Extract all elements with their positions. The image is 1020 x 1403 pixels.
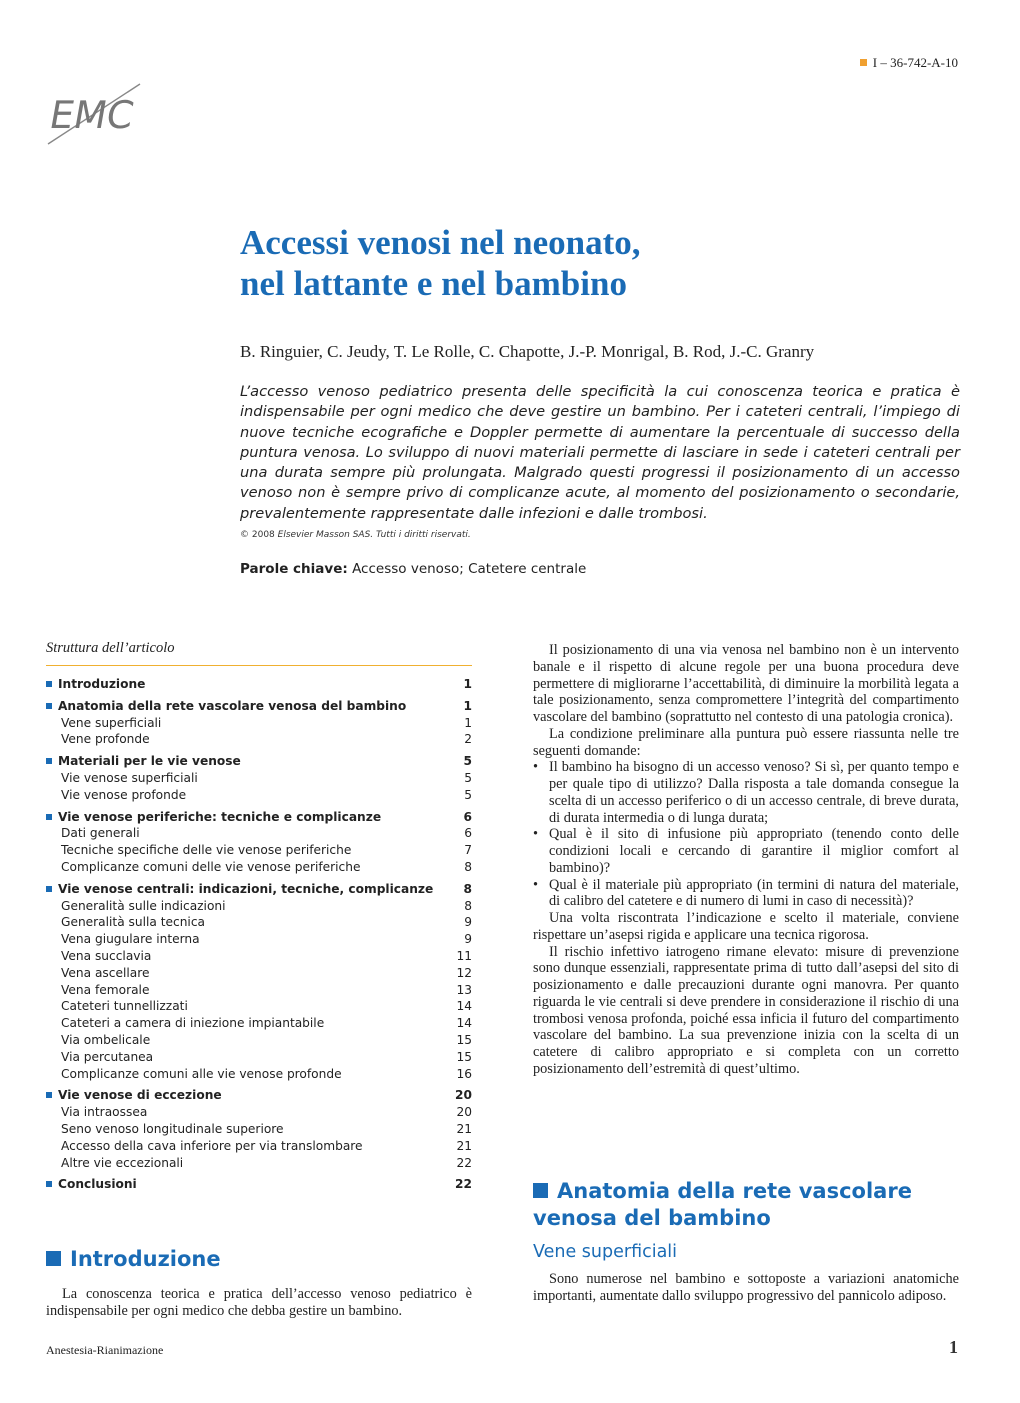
toc-item-label: Anatomia della rete vascolare venosa del bambino [46,698,406,715]
toc-item-page: 6 [463,809,472,824]
toc-item-page: 11 [456,948,472,963]
toc-item[interactable] [46,1138,472,1155]
section-square-icon [533,1183,548,1198]
toc-item-label: Vena succlavia [61,948,152,963]
toc-item-label: Vena giugulare interna [61,932,200,947]
toc-item-page: 21 [456,1121,472,1136]
toc-item-page: 12 [456,965,472,980]
emc-logo [44,70,144,148]
toc-item[interactable] [46,770,472,787]
toc-item[interactable] [46,998,472,1015]
toc-item-label: Cateteri a camera di iniezione impiantabile [61,1016,325,1031]
toc-item-page: 9 [464,932,472,947]
toc-item-label: Vene superficiali [61,715,162,730]
list-item: • Il bambino ha bisogno di un accesso venoso? Si sì, per quanto tempo e per quale tipo di utilizzo? Dalla risposta a tale domanda consegue la scelta di un accesso periferico o di un accesso centrale, di breve durata, di durata intermedia o di lunga durata; [533,759,959,826]
toc-item-page: 20 [456,1105,472,1120]
toc-item-page: 5 [464,770,472,785]
toc-item-page: 22 [456,1155,472,1170]
intro-heading: Introduzione [46,1247,221,1271]
abstract: L’accesso venoso pediatrico presenta delle specificità la cui conoscenza teorica e pratica è indispensabile per ogni medico che deve gestire un bambino. Per i cateteri centrali, l’impiego di nuove tecniche ecografiche e Doppler permette di aumentare la percentuale di successo della puntura venosa. Lo sviluppo di nuovi materiali permette di lasciare in sede i cateteri centrali per una durata sempre più prolungata. Malgrado questi progressi il posizionamento di un accesso venoso non è sempre privo di complicanze acute, al momento del posizionamento o secondarie, prevalentemente rappresentate dalle infezioni e dalle trombosi. [240,383,960,522]
toc-item-label: Tecniche specifiche delle vie venose periferiche [61,843,352,858]
paragraph: Il rischio infettivo iatrogeno rimane elevato: misure di prevenzione sono dunque essenziali, rappresentate prima di tutto dall’asepsi del sito di posizionamento e dalle precauzioni durante ogni manovra. Per quanto riguarda le vie centrali si deve prendere in considerazione il rischio di una trombosi venosa profonda, poiché essa inficia il futuro del compartimento vascolare del bambino. La sua prevenzione inizia con la scelta di un catetere di calibro appropriato e si completa con un corretto posizionamento dell’estremità di quest’ultimo. [533,943,959,1077]
toc-item-page: 16 [456,1066,472,1081]
emc-logo-text: EMC [46,93,138,138]
list-item: • Qual è il sito di infusione più appropriato (tenendo conto delle condizioni locali e cercando di garantire il miglior comfort al bambino)? [533,826,959,876]
toc-item-label: Vena femorale [61,982,150,997]
anatomia-heading: Anatomia della rete vascolare venosa del bambino [533,1179,912,1230]
toc-item[interactable] [46,965,472,982]
toc-item[interactable] [46,698,472,715]
toc-item-label: Vie venose periferiche: tecniche e complicanze [46,809,381,826]
journal-footer: Anestesia-Rianimazione [46,1343,164,1357]
toc-item[interactable] [46,676,472,693]
article-title [240,222,960,304]
toc-item-label: Vena ascellare [61,965,150,980]
toc-item-label: Materiali per le vie venose [46,753,241,770]
section-square-icon [46,1251,61,1266]
table-of-contents [46,640,472,1193]
keywords-value: Accesso venoso; Catetere centrale [352,561,587,577]
reference-square-icon [860,59,867,66]
toc-item-label: Vene profonde [61,732,150,747]
keywords-label: Parole chiave: [240,561,348,577]
toc-item[interactable] [46,1066,472,1083]
toc-item-label: Via ombelicale [61,1032,151,1047]
toc-item-page: 15 [456,1049,472,1064]
toc-item[interactable] [46,1015,472,1032]
toc-list [46,676,472,1193]
toc-item-page: 14 [456,1016,472,1031]
toc-item-label: Vie venose di eccezione [46,1087,222,1104]
toc-item-label: Vie venose profonde [61,787,187,802]
question-list [533,759,959,910]
toc-item-page: 5 [464,787,472,802]
toc-item[interactable] [46,1049,472,1066]
toc-item-page: 1 [463,677,472,691]
toc-item[interactable] [46,715,472,732]
toc-item-label: Dati generali [61,826,140,841]
toc-item-page: 1 [463,698,472,713]
vene-superficiali-heading: Vene superficiali [533,1242,678,1262]
toc-item[interactable] [46,753,472,770]
toc-item[interactable] [46,1104,472,1121]
toc-item[interactable] [46,881,472,898]
toc-item-label: Vie venose superficiali [61,770,198,785]
toc-item-label: Seno venoso longitudinale superiore [61,1121,284,1136]
toc-item-label: Cateteri tunnellizzati [61,999,188,1014]
toc-item-label: Accesso della cava inferiore per via translombare [61,1138,363,1153]
toc-item-label: Generalità sulla tecnica [61,915,205,930]
toc-item-page: 15 [456,1032,472,1047]
toc-item-label: Complicanze comuni delle vie venose periferiche [61,859,361,874]
toc-item[interactable] [46,931,472,948]
toc-item-label: Complicanze comuni alle vie venose profonde [61,1066,342,1081]
paragraph: Una volta riscontrata l’indicazione e scelto il materiale, conviene rispettare un’asepsi rigida e applicare una tecnica rigorosa. [533,910,959,943]
toc-item-page: 7 [464,843,472,858]
toc-item[interactable] [46,982,472,999]
toc-item-page: 8 [464,859,472,874]
toc-item[interactable] [46,825,472,842]
title-line-1: Accessi venosi nel neonato, [240,223,641,262]
toc-item-page: 14 [456,999,472,1014]
toc-item-page: 6 [464,826,472,841]
toc-item-page: 13 [456,982,472,997]
toc-item[interactable] [46,1032,472,1049]
page-number: 1 [949,1337,958,1357]
toc-item-page: 8 [464,898,472,913]
toc-item-label: Via intraossea [61,1105,148,1120]
toc-item[interactable] [46,1121,472,1138]
toc-item[interactable] [46,1087,472,1104]
list-item: • Qual è il materiale più appropriato (in termini di natura del materiale, di calibro del catetere e di numero di lumi in caso di necessità)? [533,877,959,911]
toc-item[interactable] [46,898,472,915]
right-column-body [533,642,959,1078]
toc-item[interactable] [46,948,472,965]
toc-item[interactable] [46,859,472,876]
toc-item-page: 1 [464,715,472,730]
toc-item[interactable] [46,1176,472,1193]
toc-item[interactable] [46,731,472,748]
toc-item-label: Altre vie eccezionali [61,1155,184,1170]
authors: B. Ringuier, C. Jeudy, T. Le Rolle, C. Chapotte, J.-P. Monrigal, B. Rod, J.-C. Granry [240,342,815,361]
toc-item[interactable] [46,914,472,931]
toc-item-page: 20 [455,1088,472,1103]
toc-item[interactable] [46,787,472,804]
toc-item-page: 8 [463,881,472,896]
toc-item-label: Via percutanea [61,1049,154,1064]
toc-item-label: Vie venose centrali: indicazioni, tecniche, complicanze [46,881,433,898]
toc-item[interactable] [46,809,472,826]
toc-item-label: Conclusioni [46,1176,137,1193]
toc-item-page: 2 [464,732,472,747]
toc-item-label: Introduzione [46,676,145,693]
article-reference: I – 36-742-A-10 [860,55,958,71]
toc-item[interactable] [46,842,472,859]
toc-item-label: Generalità sulle indicazioni [61,898,226,913]
paragraph: Il posizionamento di una via venosa nel bambino non è un intervento banale e il rispetto di alcune regole per una buona procedura deve permettere di migliorarne l’accettabilità, di diminuire la morbilità legata a tale posizionamento, senza compromettere l’integrità del compartimento vascolare del bambino (soprattutto nel contesto di una patologia cronica). [533,642,959,725]
toc-item-page: 21 [456,1138,472,1153]
toc-item-page: 22 [455,1177,472,1192]
toc-item-page: 9 [464,915,472,930]
toc-title: Struttura dell’articolo [46,640,472,666]
toc-item-page: 5 [463,754,472,769]
intro-paragraph: La conoscenza teorica e pratica dell’accesso venoso pediatrico è indispensabile per ogni medico che debba gestire un bambino. [46,1286,472,1319]
title-line-2: nel lattante e nel bambino [240,264,627,303]
vene-superficiali-paragraph: Sono numerose nel bambino e sottoposte a variazioni anatomiche importanti, aumentate dallo sviluppo progressivo del pannicolo adiposo. [533,1271,959,1304]
copyright: © 2008 Elsevier Masson SAS. Tutti i diritti riservati. [240,530,471,540]
paragraph: La condizione preliminare alla puntura può essere riassunta nelle tre seguenti domande: [533,725,959,759]
keywords [240,561,586,577]
toc-item[interactable] [46,1155,472,1172]
